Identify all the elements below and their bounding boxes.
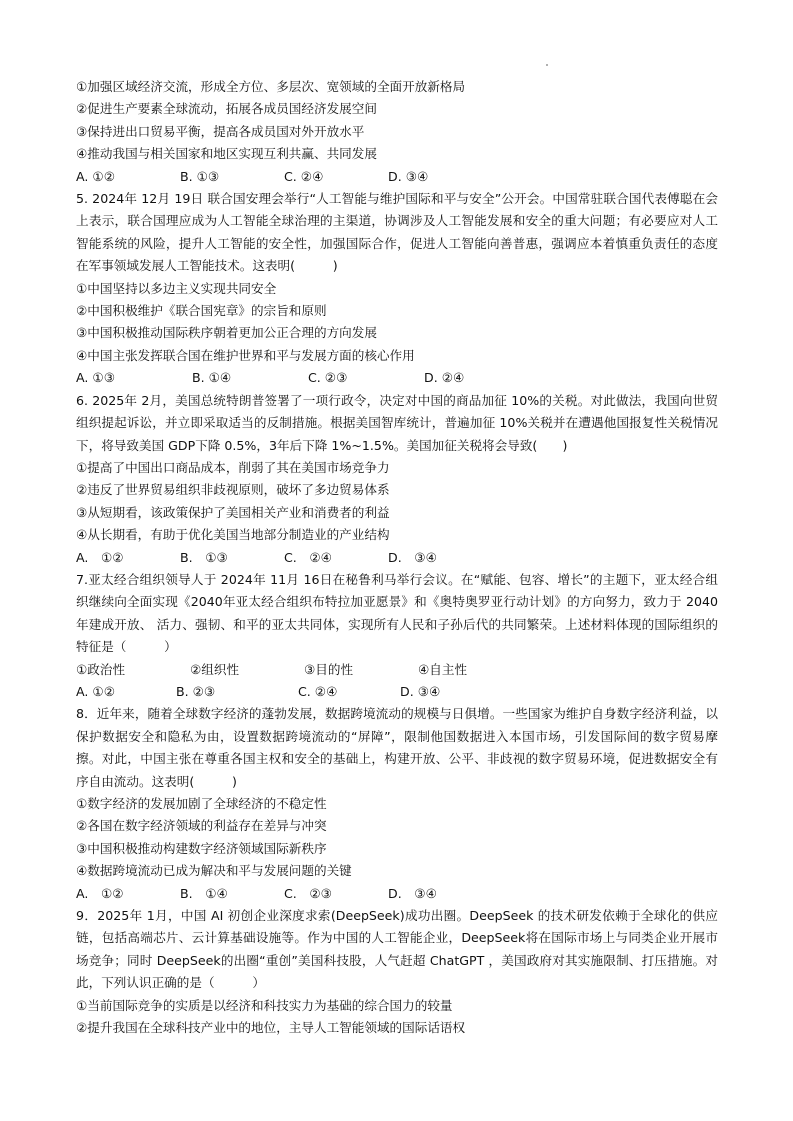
option-item: ③保持进出口贸易平衡，提高各成员国对外开放水平: [76, 123, 365, 139]
question-9: [76, 905, 718, 1039]
option-item: ①加强区域经济交流，形成全方位、多层次、宽领域的全面开放新格局: [76, 79, 466, 94]
choice-a[interactable]: A. ①②: [76, 549, 124, 565]
choice-a[interactable]: A. ①②: [76, 683, 115, 699]
choice-c[interactable]: C. ②④: [284, 168, 324, 184]
option-item: ①中国坚持以多边主义实现共同安全: [76, 280, 277, 296]
choice-d[interactable]: D. ③④: [400, 683, 441, 699]
option-item: ④数据跨境流动已成为解决和平与发展问题的关键: [76, 863, 352, 879]
choice-a[interactable]: A. ①②: [76, 168, 115, 184]
choice-b[interactable]: B. ①④: [180, 885, 228, 901]
option-item: ①数字经济的发展加剧了全球经济的不稳定性: [76, 796, 327, 811]
question-8: [76, 703, 718, 905]
answer-choices: [76, 367, 718, 389]
question-stem: 6. 2025年 2月，美国总统特朗普签署了一项行政令，决定对中国的商品加征 10%的关税。对此做法，我国向世贸组织提起诉讼，并立即采取适当的反制措施。根据美国智库统计，普遍加征 10%关税并在遭遇他国报复性关税情况下，将导致美国 GDP下降 0.5%，3年后下降 1%~1.5%。美国加征关税将会导致( ): [76, 392, 718, 453]
question-stem: 9．2025年 1月，中国 AI 初创企业深度求索(DeepSeek)成功出圈。DeepSeek 的技术研发依赖于全球化的供应链，包括高端芯片、云计算基础设施等。作为中国的人工智能企业，DeepSeek将在国际市场上与同类企业开展市场竞争；同时 DeepSeek的出圈“重创”美国科技股，人气赶超 ChatGPT ，美国政府对其实施限制、打压措施。对此，下列认识正确的是（ ）: [76, 908, 718, 991]
choice-a[interactable]: A. ①③: [76, 370, 115, 386]
option-item: ②中国积极维护《联合国宪章》的宗旨和原则: [76, 303, 327, 319]
option-item: ③目的性: [304, 661, 354, 677]
option-item: ④自主性: [418, 661, 468, 677]
option-item: ②促进生产要素全球流动，拓展各成员国经济发展空间: [76, 101, 377, 117]
option-item: ①当前国际竞争的实质是以经济和科技实力为基础的综合国力的较量: [76, 997, 453, 1013]
choice-a[interactable]: A. ①②: [76, 885, 124, 901]
option-item: ①政治性: [76, 661, 126, 677]
answer-choices: [76, 547, 718, 569]
scan-dot: [546, 64, 548, 66]
choice-b[interactable]: B. ②③: [176, 683, 216, 699]
question-7: [76, 569, 718, 703]
question-stem: 5. 2024年 12月 19日 联合国安理会举行“人工智能与维护国际和平与安全”公开会。中国常驻联合国代表傅聪在会上表示，联合国理应成为人工智能全球治理的主渠道，协调涉及人工智能发展和安全的重大问题；有必要应对人工智能系统的风险，提升人工智能的安全性，加强国际合作，促进人工智能向善普惠，强调应本着慎重负责任的态度在军事领域发展人工智能技术。这表明( ): [76, 191, 718, 274]
choice-c[interactable]: C. ②③: [284, 885, 332, 901]
option-item: ④从长期看，有助于优化美国当地部分制造业的产业结构: [76, 527, 390, 543]
choice-b[interactable]: B. ①③: [180, 168, 220, 184]
choice-c[interactable]: C. ②④: [284, 549, 332, 565]
answer-choices: [76, 883, 718, 905]
option-item: ②违反了世界贸易组织非歧视原则，破坏了多边贸易体系: [76, 482, 390, 498]
question-6: [76, 390, 718, 569]
option-item: ③从短期看，该政策保护了美国相关产业和消费者的利益: [76, 504, 390, 520]
option-item: ②各国在数字经济领域的利益存在差异与冲突: [76, 818, 327, 834]
answer-choices: [76, 166, 718, 188]
answer-choices: [76, 681, 718, 703]
question-stem: 8．近年来，随着全球数字经济的蓬勃发展，数据跨境流动的规模与日俱增。一些国家为维护自身数字经济利益，以保护数据安全和隐私为由，设置数据跨境流动的“屏障”，限制他国数据进入本国市场，引发国际间的数字贸易摩擦。对此，中国主张在尊重各国主权和安全的基础上，构建开放、公平、非歧视的数字贸易环境，促进数据安全有序自由流动。这表明( ): [76, 706, 718, 789]
choice-d[interactable]: D. ③④: [388, 168, 429, 184]
option-item: ②提升我国在全球科技产业中的地位，主导人工智能领域的国际话语权: [76, 1020, 466, 1036]
question-5: [76, 188, 718, 390]
option-item: ③中国积极推动构建数字经济领域国际新秩序: [76, 840, 327, 856]
question-stem: 7.亚太经合组织领导人于 2024年 11月 16日在秘鲁利马举行会议。在“赋能、包容、增长”的主题下，亚太经合组织继续向全面实现《2040年亚太经合组织布特拉加亚愿景》和《奥特奥罗亚行动计划》的方向努力，致力于 2040年建成开放、 活力、强韧、和平的亚太共同体，实现所有人民和子孙后代的共同繁荣。上述材料体现的国际组织的特征是（ ）: [76, 571, 718, 655]
option-item: ④推动我国与相关国家和地区实现互利共赢、共同发展: [76, 146, 377, 162]
choice-d[interactable]: D. ③④: [388, 549, 437, 565]
choice-b[interactable]: B. ①③: [180, 549, 228, 565]
choice-c[interactable]: C. ②③: [308, 370, 348, 386]
statement-items: [76, 659, 718, 681]
choice-d[interactable]: D. ②④: [424, 370, 465, 386]
option-item: ①提高了中国出口商品成本，削弱了其在美国市场竞争力: [76, 459, 390, 475]
option-item: ②组织性: [190, 661, 240, 677]
page-content: [76, 76, 718, 1039]
option-item: ④中国主张发挥联合国在维护世界和平与发展方面的核心作用: [76, 347, 415, 363]
choice-c[interactable]: C. ②④: [298, 683, 338, 699]
option-item: ③中国积极推动国际秩序朝着更加公正合理的方向发展: [76, 325, 377, 341]
choice-b[interactable]: B. ①④: [192, 370, 232, 386]
question-4-options: [76, 76, 718, 188]
choice-d[interactable]: D. ③④: [388, 885, 437, 901]
